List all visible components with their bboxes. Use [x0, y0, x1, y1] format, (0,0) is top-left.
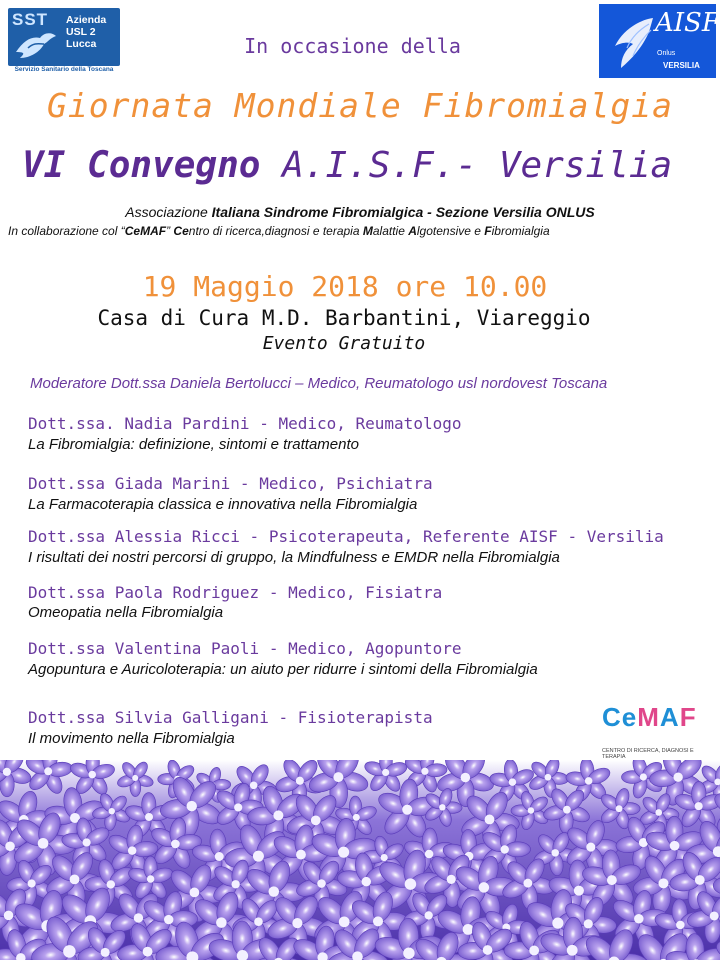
collaboration-line — [8, 224, 550, 238]
speaker-name: Dott.ssa. Nadia Pardini - Medico, Reumatologo — [28, 414, 462, 433]
cemaf-logo-f: F — [679, 702, 697, 732]
association-line — [0, 204, 720, 220]
collab-text-3: ntro di ricerca,diagnosi e terapia — [188, 224, 363, 238]
talk-title: Il movimento nella Fibromialgia — [28, 730, 235, 747]
collab-text-2: ” — [166, 224, 174, 238]
speaker-name: Dott.ssa Paola Rodriguez - Medico, Fisiatra — [28, 583, 443, 602]
collab-ce: Ce — [173, 224, 189, 238]
talk-title: Omeopatia nella Fibromialgia — [28, 604, 224, 621]
speaker-name: Dott.ssa Giada Marini - Medico, Psichiatra — [28, 474, 433, 493]
event-date: 19 Maggio 2018 ore 10.00 — [142, 270, 548, 303]
cemaf-logo-m: M — [637, 702, 660, 732]
moderator-line: Moderatore Dott.ssa Daniela Bertolucci – Medico, Reumatologo usl nordovest Toscana — [30, 375, 608, 392]
collab-text-6: ibromialgia — [491, 224, 550, 238]
collab-m: M — [362, 224, 373, 238]
aisf-logo-name: AISF — [655, 8, 720, 38]
conference-title-bold: VI Convegno — [22, 145, 261, 186]
talk-title: La Fibromialgia: definizione, sintomi e trattamento — [28, 436, 359, 453]
collab-cemaf: CeMAF — [124, 224, 167, 238]
event-free-badge: Evento Gratuito — [262, 333, 426, 354]
talk-title: La Farmacoterapia classica e innovativa nella Fibromialgia — [28, 496, 418, 513]
usl-logo-azienda: Azienda USL 2 Lucca — [66, 14, 107, 50]
event-day-title: Giornata Mondiale Fibromialgia — [46, 86, 674, 125]
event-place: Casa di Cura M.D. Barbantini, Viareggio — [97, 306, 591, 330]
talk-title: I risultati dei nostri percorsi di gruppo, la Mindfulness e EMDR nella Fibromialgia — [28, 549, 560, 566]
collab-text-1: In collaborazione col “ — [8, 224, 125, 238]
cemaf-logo — [600, 702, 700, 764]
association-word: Associazione — [125, 204, 208, 220]
usl-logo-footer: Servizio Sanitario della Toscana — [14, 66, 114, 73]
speaker-name: Dott.ssa Alessia Ricci - Psicoterapeuta, Referente AISF - Versilia — [28, 527, 664, 546]
cemaf-logo-subtitle: CENTRO DI RICERCA, DIAGNOSI E TERAPIA — [602, 748, 694, 760]
speaker-name: Dott.ssa Silvia Galligani - Fisioterapista — [28, 708, 433, 727]
collab-f: F — [484, 224, 492, 238]
bellflowers-image — [0, 760, 720, 960]
cemaf-logo-word — [602, 702, 697, 733]
speaker-name: Dott.ssa Valentina Paoli - Medico, Agopuntore — [28, 639, 462, 658]
conference-title-rest: A.I.S.F.- Versilia — [260, 145, 673, 186]
intro-text: In occasione della — [244, 34, 461, 58]
usl-logo-sst: SST — [12, 10, 49, 29]
collab-a: A — [408, 224, 417, 238]
collab-text-5: lgotensive e — [416, 224, 485, 238]
association-name: Italiana Sindrome Fibromialgica - Sezione Versilia ONLUS — [207, 204, 595, 220]
aisf-logo-onlus: Onlus — [657, 50, 676, 57]
talk-title: Agopuntura e Auricoloterapia: un aiuto per ridurre i sintomi della Fibromialgia — [28, 661, 538, 678]
aisf-logo-versilia: VERSILIA — [663, 61, 700, 70]
collab-text-4: alattie — [372, 224, 409, 238]
conference-title — [22, 145, 672, 186]
cemaf-logo-ce: Ce — [602, 702, 638, 732]
cemaf-logo-a: A — [659, 702, 680, 732]
